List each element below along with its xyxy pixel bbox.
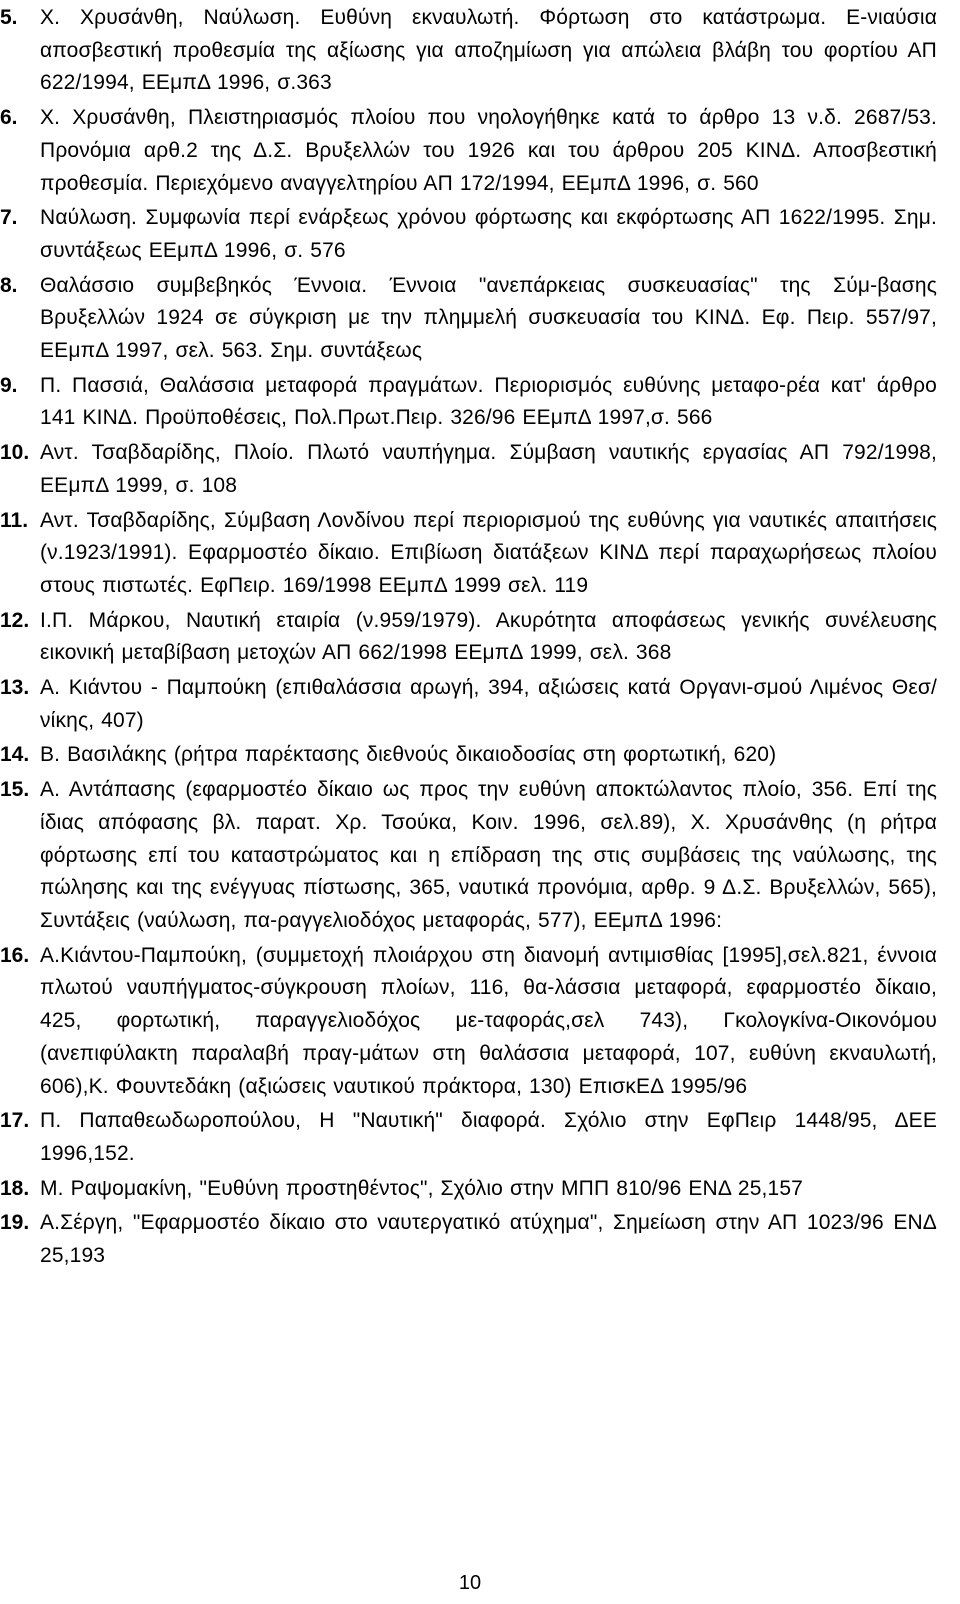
item-number: 8. (0, 273, 18, 297)
item-number: 13. (0, 676, 30, 700)
list-item (0, 1105, 960, 1170)
list-item (0, 605, 960, 670)
item-number: 11. (0, 508, 29, 532)
item-text: Αντ. Τσαβδαρίδης, Σύμβαση Λονδίνου περί περιορισμού της ευθύνης για ναυτικές απαιτήσεις (ν.1923/1991). Εφαρμοστέο δίκαιο. Επιβίωση διατάξεων ΚΙΝΔ περί παραχωρήσεως πλοίου στους πιστωτές. ΕφΠειρ. 169/1998 ΕΕμπΔ 1999 σελ. 119 (40, 508, 937, 597)
list-item (0, 270, 960, 368)
item-number: 17. (0, 1109, 30, 1133)
list-item (0, 437, 960, 502)
item-text: Μ. Ραψομακίνη, "Ευθύνη προστηθέντος", Σχόλιο στην ΜΠΠ 810/96 ΕΝΔ 25,157 (40, 1176, 803, 1200)
list-item (0, 940, 960, 1104)
list-item (0, 1173, 960, 1206)
item-number: 7. (0, 206, 18, 230)
list-item (0, 2, 960, 100)
item-number: 18. (0, 1176, 30, 1200)
page-number: 10 (458, 1572, 482, 1594)
item-number: 12. (0, 608, 30, 632)
item-text: Α. Αντάπασης (εφαρμοστέο δίκαιο ως προς την ευθύνη αποκτώλαντος πλοίο, 356. Επί της ίδιας απόφασης βλ. παρατ. Χρ. Τσούκα, Κοιν. 1996, σελ.89), Χ. Χρυσάνθης (η ρήτρα φόρτωσης επί του καταστρώματος και η επίδραση της στις συμβάσεις της ναύλωσης, της πώλησης και της ενέγγυας πίστωσης, 365, ναυτικά προνόμια, αρθρ. 9 Δ.Σ. Βρυξελλών, 565), Συντάξεις (ναύλωση, πα-ραγγελιοδόχος μεταφοράς, 577), ΕΕμπΔ 1996: (40, 778, 937, 932)
item-number: 5. (0, 6, 18, 29)
item-text: Β. Βασιλάκης (ρήτρα παρέκτασης διεθνούς δικαιοδοσίας στη φορτωτική, 620) (40, 743, 777, 767)
item-number: 14. (0, 743, 30, 767)
list-item (0, 672, 960, 737)
list-item (0, 370, 960, 435)
bibliography-list (0, 2, 960, 1275)
item-text: Α. Κιάντου - Παμπούκη (επιθαλάσσια αρωγή, 394, αξιώσεις κατά Οργανι-σμού Λιμένος Θεσ/νίκης, 407) (40, 676, 937, 732)
item-text: Χ. Χρυσάνθη, Πλειστηριασμός πλοίου που νηολογήθηκε κατά το άρθρο 13 ν.δ. 2687/53. Προνόμια αρθ.2 της Δ.Σ. Βρυξελλών του 1926 και του άρθρου 205 ΚΙΝΔ. Αποσβεστική προθεσμία. Περιεχόμενο αναγγελτηρίου ΑΠ 172/1994, ΕΕμπΔ 1996, σ. 560 (40, 106, 937, 195)
item-number: 10. (0, 441, 30, 465)
list-item (0, 739, 960, 772)
item-number: 16. (0, 943, 30, 967)
item-number: 6. (0, 106, 18, 130)
item-text: Ναύλωση. Συμφωνία περί ενάρξεως χρόνου φόρτωσης και εκφόρτωσης ΑΠ 1622/1995. Σημ. συντάξεως ΕΕμπΔ 1996, σ. 576 (40, 206, 937, 262)
item-text: Α.Κιάντου-Παμπούκη, (συμμετοχή πλοιάρχου στη διανομή αντιμισθίας [1995],σελ.821, έννοια πλωτού ναυπήγματος-σύγκρουση πλοίων, 116, θα-λάσσια μεταφορά, εφαρμοστέο δίκαιο, 425, φορτωτική, παραγγελιοδόχος με-ταφοράς,σελ 743), Γκολογκίνα-Οικονόμου (ανεπιφύλακτη παραλαβή πραγ-μάτων στη θαλάσσια μεταφορά, 107, ευθύνη εκναυλωτή, 606),Κ. Φουντεδάκη (αξιώσεις ναυτικού πράκτορα, 130) ΕπισκΕΔ 1995/96 (40, 943, 937, 1098)
list-item (0, 102, 960, 200)
item-text: Π. Πασσιά, Θαλάσσια μεταφορά πραγμάτων. Περιορισμός ευθύνης μεταφο-ρέα κατ' άρθρο 141 ΚΙΝΔ. Προϋποθέσεις, Πολ.Πρωτ.Πειρ. 326/96 ΕΕμπΔ 1997,σ. 566 (40, 373, 937, 430)
item-number: 19. (0, 1211, 30, 1235)
item-text: Ι.Π. Μάρκου, Ναυτική εταιρία (ν.959/1979). Ακυρότητα αποφάσεως γενικής συνέλευσης εικονική μεταβίβαση μετοχών ΑΠ 662/1998 ΕΕμπΔ 1999, σελ. 368 (40, 608, 937, 665)
list-item (0, 202, 960, 267)
item-text: Χ. Χρυσάνθη, Ναύλωση. Ευθύνη εκναυλωτή. Φόρτωση στο κατάστρωμα. Ε-νιαύσια αποσβεστική προθεσμία της αξίωσης για αποζημίωση για απώλεια βλάβη του φορτίου ΑΠ 622/1994, ΕΕμπΔ 1996, σ.363 (40, 6, 937, 95)
item-number: 9. (0, 373, 18, 397)
item-text: Αντ. Τσαβδαρίδης, Πλοίο. Πλωτό ναυπήγημα. Σύμβαση ναυτικής εργασίας ΑΠ 792/1998, ΕΕμπΔ 1999, σ. 108 (40, 441, 937, 497)
item-text: Θαλάσσιο συμβεβηκός Έννοια. Έννοια "ανεπάρκειας συσκευασίας" της Σύμ-βασης Βρυξελλών 1924 σε σύγκριση με την πλημμελή συσκευασία του ΚΙΝΔ. Εφ. Πειρ. 557/97, ΕΕμπΔ 1997, σελ. 563. Σημ. συντάξεως (40, 273, 937, 363)
item-number: 15. (0, 778, 30, 802)
item-text: Π. Παπαθεωδωροπούλου, Η "Ναυτική" διαφορά. Σχόλιο στην ΕφΠειρ 1448/95, ΔΕΕ 1996,152. (40, 1109, 937, 1165)
item-text: Α.Σέργη, "Εφαρμοστέο δίκαιο στο ναυτεργατικό ατύχημα", Σημείωση στην ΑΠ 1023/96 ΕΝΔ 25,193 (40, 1211, 937, 1268)
list-item (0, 505, 960, 603)
list-item (0, 1207, 960, 1272)
list-item (0, 774, 960, 938)
